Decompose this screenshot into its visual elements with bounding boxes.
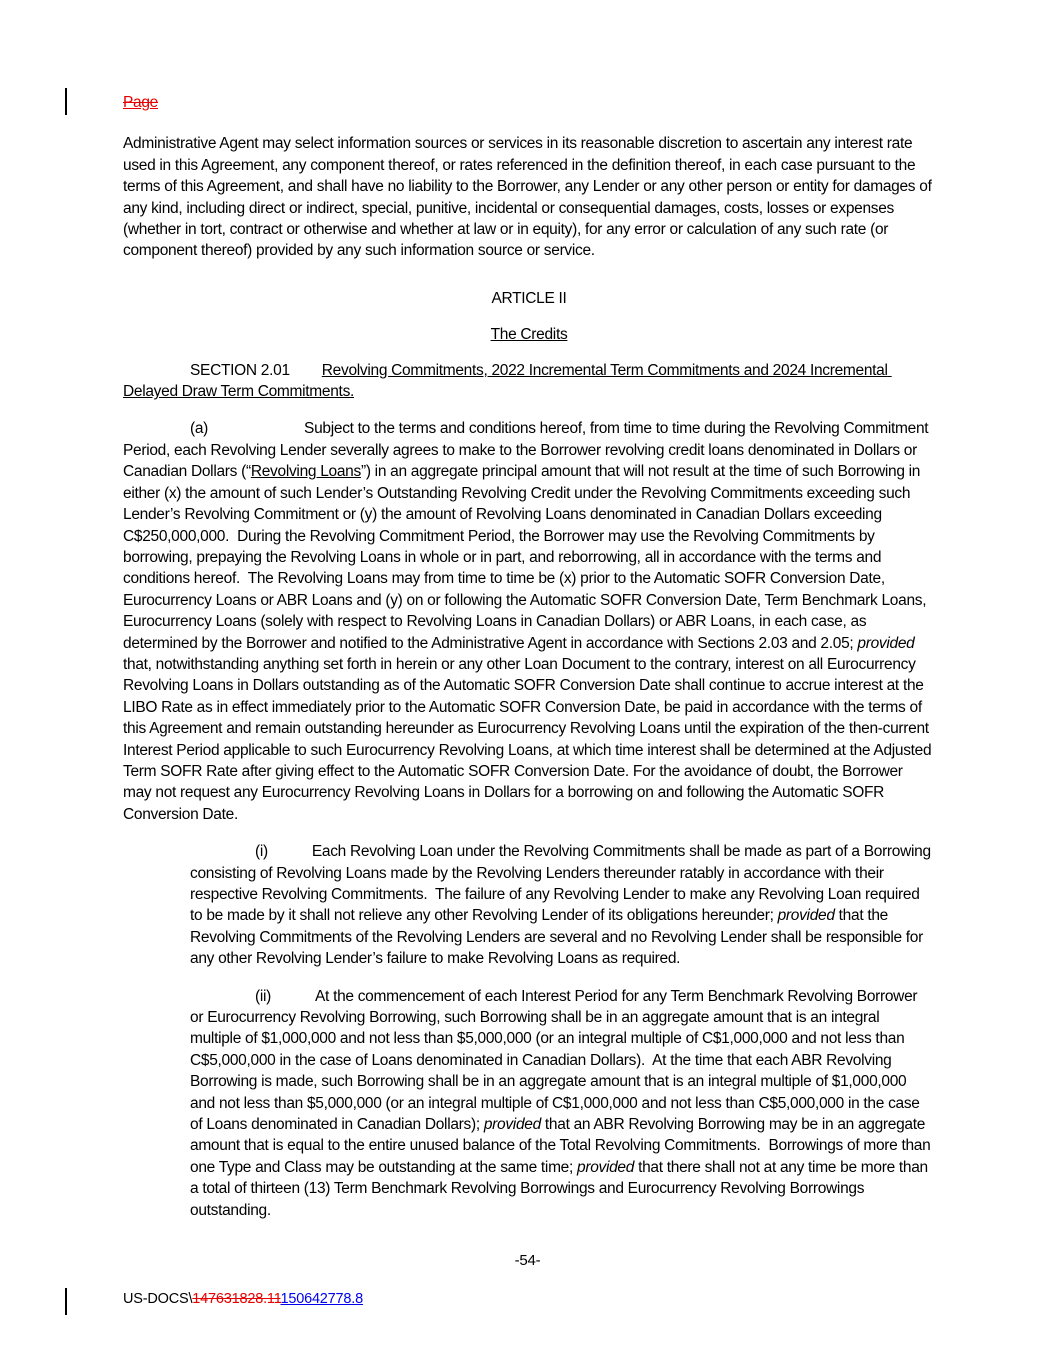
section-heading: SECTION 2.01 Revolving Commitments, 2022 Incremental Term Commitments and 2024 Incremental Delayed Draw Term Commitments. — [123, 361, 892, 401]
page-content — [123, 92, 935, 1221]
continuation-paragraph: Administrative Agent may select information sources or services in its reasonable discretion to ascertain any interest rate used in this Agreement, any component thereof, or rates referenced in the definition thereof, in each case pursuant to the terms of this Agreement, and shall have no liability to the Borrower, any Lender or any other person or entity for damages of any kind, including direct or indirect, special, punitive, incidental or consequential damages, costs, losses or expenses (whether in tort, contract or otherwise and whether at law or in equity), for any error or calculation of any such rate (or component thereof) provided by any such information source or service. — [123, 135, 936, 260]
revision-change-bar-top — [65, 88, 67, 115]
article-heading: ARTICLE II — [491, 289, 567, 307]
article-subheading: The Credits — [490, 326, 568, 344]
paragraph-ii: (ii) At the commencement of each Interest Period for any Term Benchmark Revolving Borrower or Eurocurrency Revolving Borrowing, such Borrowing shall be in an aggregate amount that is an integral multiple of $1,000,000 and not less than $5,000,000 (or an integral multiple of C$1,000,000 and not less than C$5,000,000 in the case of Loans denominated in Canadian Dollars). At the time that each ABR Revolving Borrowing is made, such Borrowing shall be in an aggregate amount that is an integral multiple of $1,000,000 and not less than $5,000,000 (or an integral multiple of C$1,000,000 and not less than C$5,000,000 in the case of Loans denominated in Canadian Dollars); provided that an ABR Revolving Borrowing may be in an aggregate amount that is equal to the entire unused balance of the Total Revolving Commitments. Borrowings of more than one Type and Class may be outstanding at the same time; provided that there shall not at any time be more than a total of thirteen (13) Term Benchmark Revolving Borrowings and Eurocurrency Revolving Borrowings outstanding. — [190, 987, 935, 1219]
deleted-page-marker: Page — [123, 94, 158, 111]
revision-change-bar-bottom — [65, 1288, 67, 1315]
document-id-footer: US-DOCS\147631828.11150642778.8 — [123, 1291, 363, 1307]
page-number: -54- — [514, 1252, 541, 1269]
paragraph-i: (i) Each Revolving Loan under the Revolving Commitments shall be made as part of a Borrowing consisting of Revolving Loans made by the Revolving Lenders thereunder ratably in accordance with their respective Revolving Commitments. The failure of any Revolving Lender to make any Revolving Loan required to be made by it shall not relieve any other Revolving Lender of its obligations hereunder; provided that the Revolving Commitments of the Revolving Lenders are several and no Revolving Lender shall be responsible for any other Revolving Lender’s failure to make Revolving Loans as required. — [190, 843, 935, 968]
paragraph-a: (a) Subject to the terms and conditions hereof, from time to time during the Revolving Commitment Period, each Revolving Lender severally agrees to make to the Borrower revolving credit loans denominated in Dollars or Canadian Dollars (“Revolving Loans”) in an aggregate principal amount that will not result at the time of such Borrowing in either (x) the amount of such Lender’s Outstanding Revolving Credit under the Revolving Commitments exceeding such Lender’s Revolving Commitment or (y) the amount of Revolving Loans denominated in Canadian Dollars exceeding C$250,000,000. During the Revolving Commitment Period, the Borrower may use the Revolving Commitments by borrowing, prepaying the Revolving Loans in whole or in part, and reborrowing, all in accordance with the terms and conditions hereof. The Revolving Loans may from time to time be (x) prior to the Automatic SOFR Conversion Date, Eurocurrency Loans or ABR Loans and (y) on or following the Automatic SOFR Conversion Date, Term Benchmark Loans, Eurocurrency Loans (solely with respect to Revolving Loans in Canadian Dollars) or ABR Loans, in each case, as determined by the Borrower and notified to the Administrative Agent in accordance with Sections 2.03 and 2.05; provided that, notwithstanding anything set forth in herein or any other Loan Document to the contrary, interest on all Eurocurrency Revolving Loans in Dollars outstanding as of the Automatic SOFR Conversion Date shall continue to accrue interest at the LIBO Rate as in effect immediately prior to the Automatic SOFR Conversion Date, be paid in accordance with the terms of this Agreement and remain outstanding hereunder as Eurocurrency Revolving Loans until the expiration of the then-current Interest Period applicable to such Eurocurrency Revolving Loans, at which time interest shall be determined at the Adjusted Term SOFR Rate after giving effect to the Automatic SOFR Conversion Date. For the avoidance of doubt, the Borrower may not request any Eurocurrency Revolving Loans in Dollars for a borrowing on and following the Automatic SOFR Conversion Date. — [123, 420, 936, 823]
